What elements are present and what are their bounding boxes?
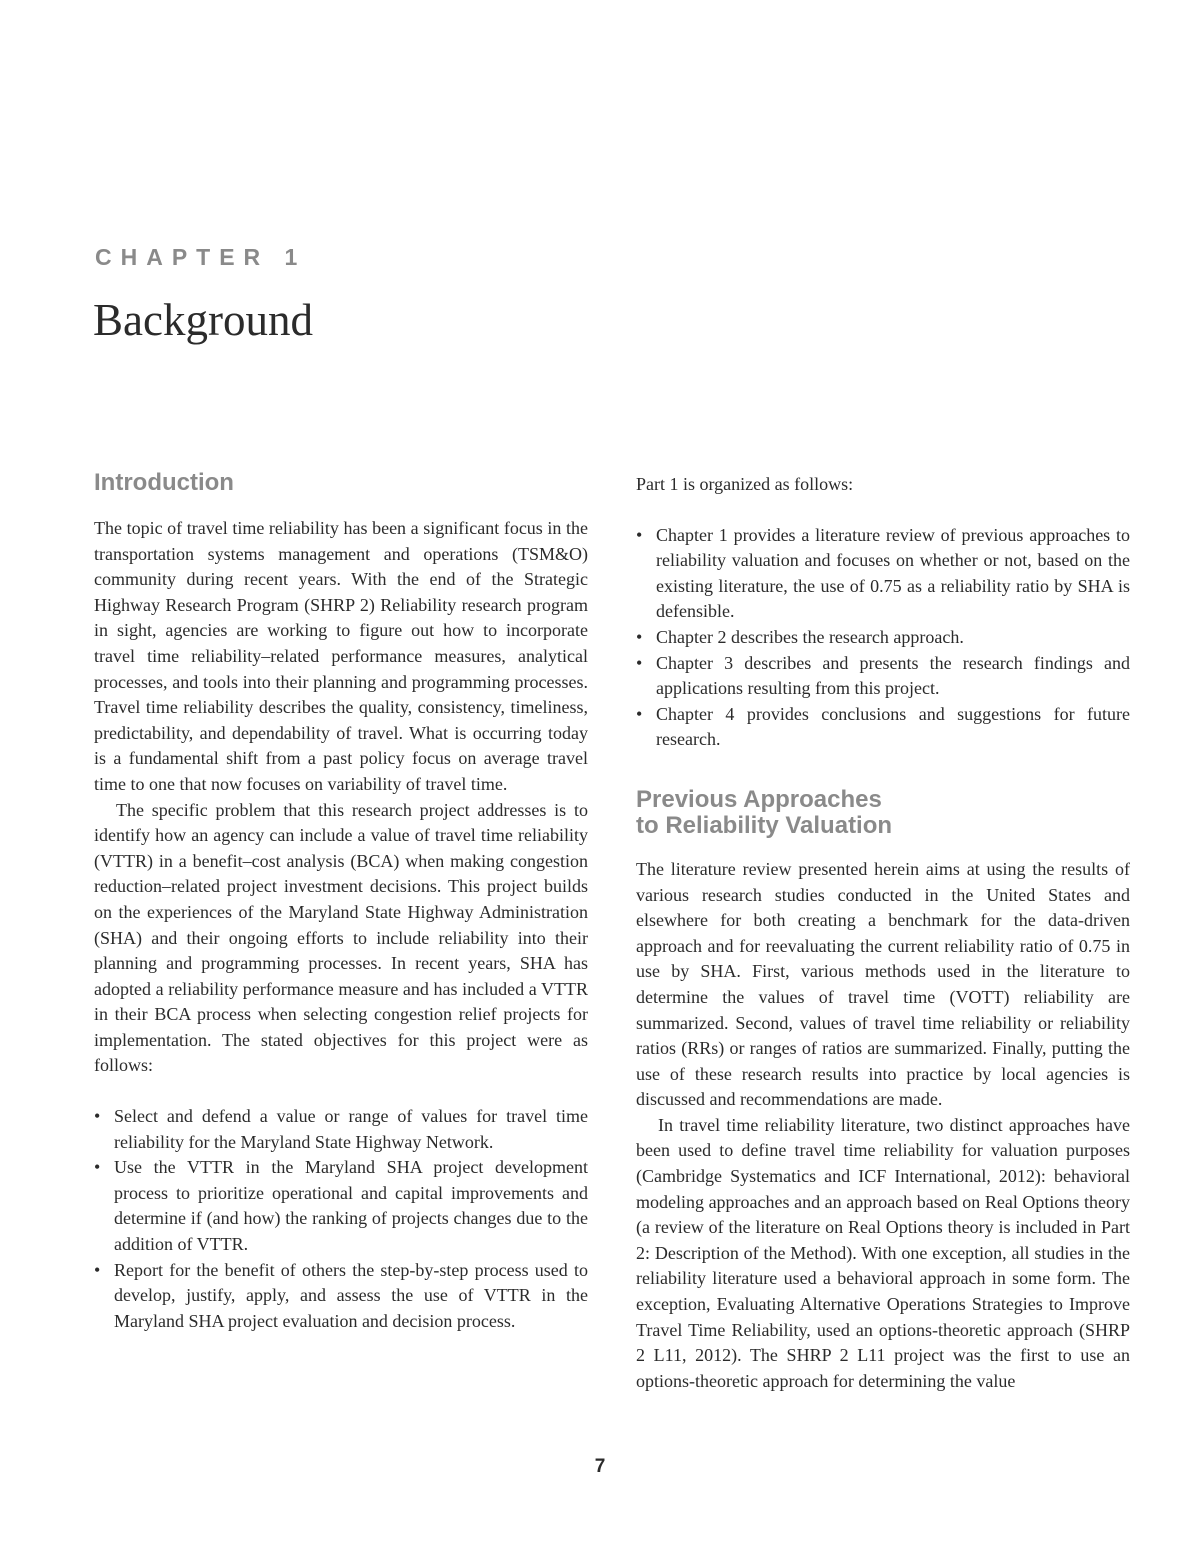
objective-item: • Select and defend a value or range of values for travel time reliability for the Maryland State Highway Network. xyxy=(94,1104,588,1155)
outline-item: • Chapter 1 provides a literature review of previous approaches to reliability valuation and focuses on whether or not, based on the existing literature, the use of 0.75 as a reliability ratio by SHA is defensible. xyxy=(636,523,1130,625)
introduction-paragraph-1: The topic of travel time reliability has been a significant focus in the transportation systems management and operations (TSM&O) community during recent years. With the end of the Strategic Highway Research Program (SHRP 2) Reliability research program in sight, agencies are working to figure out how to incorporate travel time reliability–related performance measures, analytical processes, and tools into their planning and programming processes. Travel time reliability describes the quality, consistency, timeliness, predictability, and dependability of travel. What is occurring today is a fundamental shift from a past policy focus on average travel time to one that now focuses on variability of travel time. xyxy=(94,518,588,794)
chapter-label: CHAPTER 1 xyxy=(95,244,307,270)
outline-item: • Chapter 4 provides conclusions and suggestions for future research. xyxy=(636,702,1130,753)
left-column xyxy=(94,470,588,1334)
outline-item: • Chapter 3 describes and presents the research findings and applications resulting from this project. xyxy=(636,651,1130,702)
chapter-title: Background xyxy=(93,295,313,345)
previous-approaches-heading xyxy=(636,787,1130,839)
page-number: 7 xyxy=(594,1456,606,1477)
outline-item: • Chapter 2 describes the research approach. xyxy=(636,625,1130,651)
part-organization-intro: Part 1 is organized as follows: xyxy=(636,474,854,494)
objectives-list xyxy=(94,1104,588,1334)
literature-paragraph-1: The literature review presented herein aims at using the results of various research studies conducted in the United States and elsewhere for both creating a benchmark for the data-driven approach and for reevaluating the current reliability ratio of 0.75 in use by SHA. First, various methods used in the literature to determine the values of travel time (VOTT) reliability are summarized. Second, values of travel time reliability or reliability ratios (RRs) or ranges of ratios are summarized. Finally, putting the use of these research results into practice by local agencies is discussed and recommendations are made. xyxy=(636,858,1130,1110)
heading-line-2: to Reliability Valuation xyxy=(636,811,893,839)
objective-item: • Report for the benefit of others the step-by-step process used to develop, justify, apply, and assess the use of VTTR in the Maryland SHA project evaluation and decision process. xyxy=(94,1258,588,1335)
introduction-heading: Introduction xyxy=(94,469,234,496)
literature-paragraph-2: In travel time reliability literature, two distinct approaches have been used to define travel time reliability for valuation purposes (Cambridge Systematics and ICF International, 2012): behavioral modeling approaches and an approach based on Real Options theory (a review of the literature on Real Options theory is included in Part 2: Description of the Method). With one exception, all studies in the reliability literature used a behavioral approach in some form. The exception, Evaluating Alternative Operations Strategies to Improve Travel Time Reliability, used an options-theoretic approach (SHRP 2 L11, 2012). The SHRP 2 L11 project was the first to use an options-theoretic approach for determining the value xyxy=(636,1114,1130,1391)
chapter-outline-list xyxy=(636,523,1130,753)
introduction-paragraph-2: The specific problem that this research project addresses is to identify how an agency can include a value of travel time reliability (VTTR) in a benefit–cost analysis (BCA) when making congestion reduction–related project investment decisions. This project builds on the experiences of the Maryland State Highway Administration (SHA) and their ongoing efforts to include reliability into their planning and programming processes. In recent years, SHA has adopted a reliability performance measure and has included a VTTR in their BCA process when selecting congestion relief projects for implementation. The stated objectives for this project were as follows: xyxy=(94,799,588,1076)
objective-item: • Use the VTTR in the Maryland SHA project development process to prioritize operational and capital improvements and determine if (and how) the ranking of projects changes due to the addition of VTTR. xyxy=(94,1155,588,1257)
heading-line-1: Previous Approaches xyxy=(636,785,882,813)
right-column xyxy=(636,472,1130,1394)
